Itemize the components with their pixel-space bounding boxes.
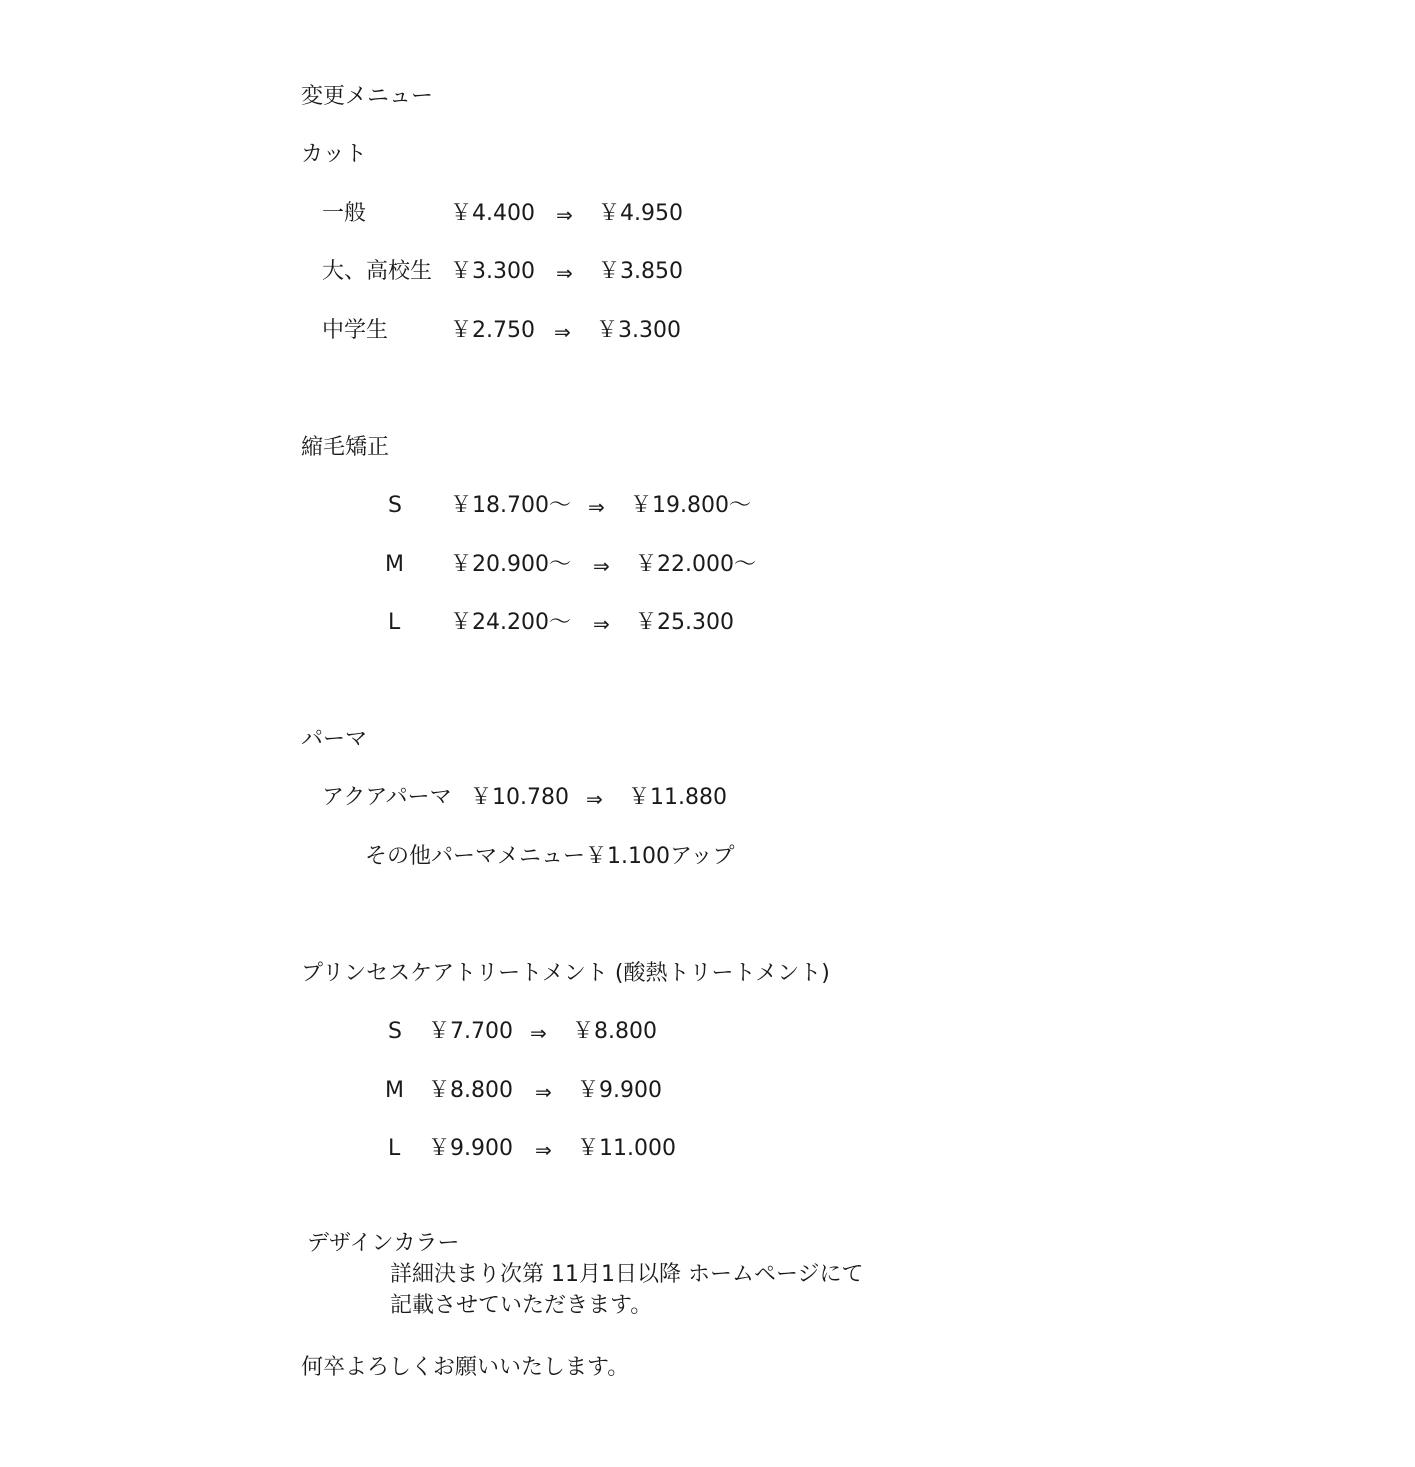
section-heading-straightening: 縮毛矯正	[301, 435, 390, 460]
old-price: ￥8.800	[428, 1078, 513, 1103]
new-price: ￥3.300	[596, 318, 681, 343]
section-heading-treatment: プリンセスケアトリートメント (酸熱トリートメント)	[301, 961, 830, 986]
page-title: 変更メニュー	[301, 84, 434, 109]
arrow-icon: ⇒	[586, 787, 603, 811]
row-label: 一般	[322, 201, 367, 226]
section-heading-design-color: デザインカラー	[307, 1231, 460, 1256]
arrow-icon: ⇒	[593, 612, 610, 636]
old-price: ￥9.900	[428, 1136, 513, 1161]
arrow-icon: ⇒	[556, 261, 573, 285]
old-price: ￥7.700	[428, 1019, 513, 1044]
arrow-icon: ⇒	[588, 495, 605, 519]
old-price: ￥4.400	[450, 201, 535, 226]
old-price: ￥10.780	[470, 785, 569, 810]
row-label: M	[385, 1078, 404, 1103]
row-label: M	[385, 552, 404, 577]
row-label: L	[388, 1136, 401, 1161]
arrow-icon: ⇒	[530, 1021, 547, 1045]
old-price: ￥2.750	[450, 318, 535, 343]
old-price: ￥18.700～	[450, 493, 571, 518]
row-label: S	[388, 1019, 402, 1044]
new-price: ￥11.000	[577, 1136, 676, 1161]
perm-note: その他パーマメニュー￥1.100アップ	[365, 844, 735, 869]
arrow-icon: ⇒	[593, 554, 610, 578]
arrow-icon: ⇒	[556, 203, 573, 227]
row-label: 大、高校生	[322, 259, 433, 284]
row-label: S	[388, 493, 402, 518]
design-color-note-line2: 記載させていただきます。	[390, 1293, 653, 1318]
section-heading-perm: パーマ	[301, 727, 368, 752]
new-price: ￥11.880	[628, 785, 727, 810]
design-color-note-line1: 詳細決まり次第 11月1日以降 ホームページにて	[390, 1262, 864, 1287]
new-price: ￥3.850	[598, 259, 683, 284]
closing-message: 何卒よろしくお願いいたします。	[301, 1355, 630, 1380]
new-price: ￥9.900	[577, 1078, 662, 1103]
row-label: 中学生	[322, 318, 389, 343]
old-price: ￥20.900～	[450, 552, 571, 577]
old-price: ￥24.200～	[450, 610, 571, 635]
arrow-icon: ⇒	[535, 1080, 552, 1104]
arrow-icon: ⇒	[535, 1138, 552, 1162]
old-price: ￥3.300	[450, 259, 535, 284]
new-price: ￥19.800～	[630, 493, 751, 518]
new-price: ￥22.000～	[635, 552, 756, 577]
new-price: ￥4.950	[598, 201, 683, 226]
row-label: アクアパーマ	[322, 785, 452, 810]
new-price: ￥25.300	[635, 610, 734, 635]
new-price: ￥8.800	[572, 1019, 657, 1044]
arrow-icon: ⇒	[554, 320, 571, 344]
section-heading-cut: カット	[301, 142, 367, 167]
row-label: L	[388, 610, 401, 635]
